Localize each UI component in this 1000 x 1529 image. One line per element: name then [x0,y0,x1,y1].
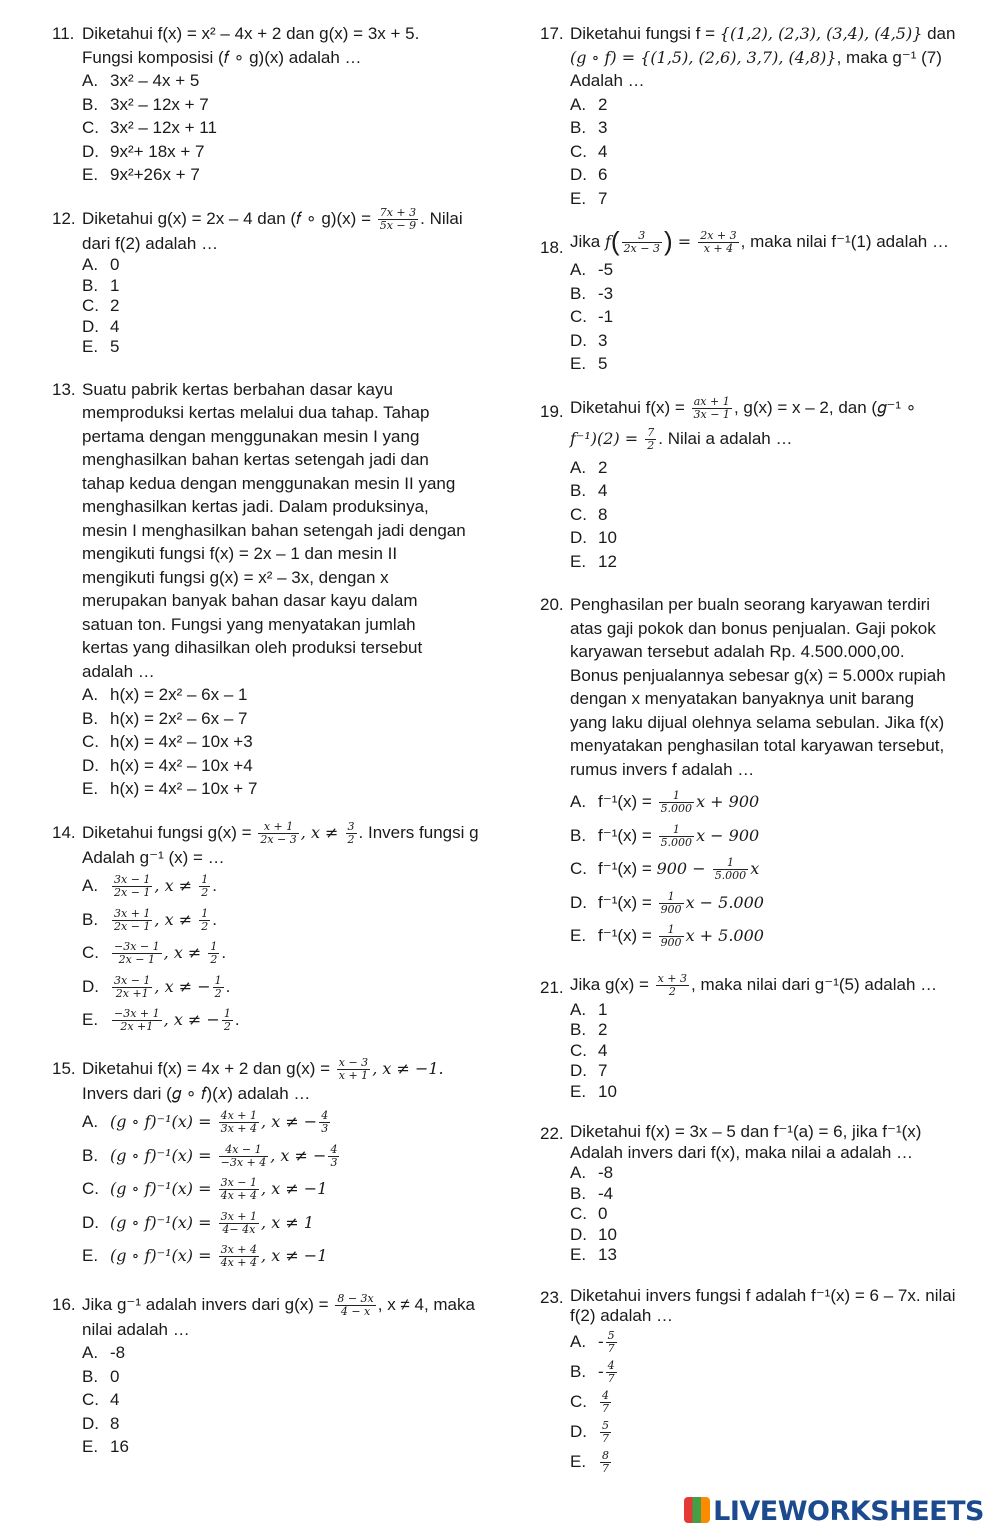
question-13 [52,378,494,801]
option-a[interactable]: A. 2 [570,94,608,114]
option-a[interactable]: A. (𝑔 ∘ 𝑓)⁻¹(𝑥) = $\frac{\text{4𝑥 + 1}}{\text{3𝑥 + 4}}$ , 𝑥 ≠ − $\frac{4}{3}$ [82,1109,329,1136]
options-list [570,93,980,211]
question-number: 12. [52,208,76,228]
options-list [82,683,494,801]
question-12 [52,207,494,358]
option-a[interactable]: A. -5 [570,260,614,280]
question-stem-line: mesin I menghasilkan bahan setengah jadi dengan [82,520,466,540]
fraction: $\frac{\text{𝑥 − 3}}{\text{𝑥 + 1}}$ [338,1055,369,1082]
option-d[interactable]: D. 10 [570,528,617,548]
option-e[interactable]: E. $\frac{\text{−3𝑥 + 1}}{\text{2𝑥 +1}}$ , 𝑥 ≠ − $\frac{1}{2}$ . [82,1007,240,1034]
question-stem: Invers dari (𝑔 ∘ 𝑓)(𝑥) adalah … [82,1083,311,1103]
question-stem: dari f(2) adalah … [82,233,219,253]
question-19 [540,396,980,574]
question-number: 11. [52,24,75,43]
option-b[interactable]: B. f⁻¹(x) = $\frac{1}{5.000}$ 𝑥 − 900 [570,822,760,849]
question-number: 21. [540,977,564,997]
question-stem-line: mengikuti fungsi f(x) = 2x – 1 dan mesin II [82,544,398,564]
option-a[interactable]: A. 2 [570,457,608,477]
option-e[interactable]: E. (𝑔 ∘ 𝑓)⁻¹(𝑥) = $\frac{\text{3𝑥 + 4}}{\text{4𝑥 + 4}}$ , 𝑥 ≠ −1 [82,1243,328,1270]
fraction: $\frac{\text{8 − 3𝑥}}{\text{4 − 𝑥}}$ [337,1291,374,1318]
option-c[interactable]: C. 3x² – 12x + 11 [82,118,217,137]
option-e[interactable]: E. f⁻¹(x) = $\frac{1}{900}$ 𝑥 + 5.000 [570,923,764,950]
options-list [570,258,980,376]
left-column [52,22,494,1479]
option-a[interactable]: A. - $\frac{5}{7}$ [570,1328,615,1355]
option-a[interactable]: A. $\frac{\text{3𝑥 − 1}}{\text{2𝑥 − 1}}$ , 𝑥 ≠ $\frac{1}{2}$ . [82,873,217,900]
fraction: $\frac{\text{𝑥 + 1}}{\text{2𝑥 − 3}}$ [260,819,297,846]
question-stem: Diketahui fungsi g(x) = $\frac{\text{𝑥 + 1}}{\text{2𝑥 − 3}}$ , 𝑥 ≠ $\frac{3}{2}$ . Invers fungsi g [82,819,479,846]
option-e[interactable]: E. 16 [82,1437,129,1457]
option-d[interactable]: D. 8 [82,1413,120,1433]
question-number: 17. [540,24,564,43]
option-a[interactable]: A. -8 [570,1163,614,1183]
question-number: 23. [540,1287,564,1307]
option-a[interactable]: A. h(x) = 2x² – 6x – 1 [82,685,248,705]
question-stem: Diketahui f(x) = x² – 4x + 2 dan g(x) = 3x + 5. [82,24,420,43]
question-stem: Adalah invers dari f(x), maka nilai a adalah … [570,1142,913,1162]
question-stem-line: merupakan banyak bahan dasar kayu dalam [82,591,418,611]
question-stem-line: kertas yang dihasilkan oleh produksi tersebut [82,638,423,658]
option-d[interactable]: D. f⁻¹(x) = $\frac{1}{900}$ 𝑥 − 5.000 [570,889,764,916]
question-stem-line: pertama dengan menggunakan mesin I yang [82,426,420,446]
question-number: 20. [540,595,564,615]
question-number: 15. [52,1058,76,1078]
option-b[interactable]: B. $\frac{\text{3𝑥 + 1}}{\text{2𝑥 − 1}}$ , 𝑥 ≠ $\frac{1}{2}$ . [82,906,217,933]
question-stem-line: satuan ton. Fungsi yang menyatakan jumlah [82,614,416,634]
option-b[interactable]: B. 4 [570,481,608,501]
question-stem-line: atas gaji pokok dan bonus penjualan. Gaji pokok [570,618,936,638]
liveworksheets-logo: LIVEWORKSHEETS [684,1497,984,1524]
question-20 [540,593,980,953]
option-c[interactable]: C. f⁻¹(x) = 900 − $\frac{1}{5.000}$ 𝑥 [570,856,760,883]
option-c[interactable]: C. 4 [570,1040,608,1060]
option-b[interactable]: B. 2 [570,1020,608,1040]
option-c[interactable]: C. $\frac{4}{7}$ [570,1388,609,1415]
options-list [82,869,494,1037]
option-d[interactable]: D. $\frac{\text{3𝑥 − 1}}{\text{2𝑥 +1}}$ , 𝑥 ≠ − $\frac{1}{2}$ . [82,973,231,1000]
option-d[interactable]: D. 3 [570,330,608,350]
question-stem-line: Suatu pabrik kertas berbahan dasar kayu [82,379,393,399]
question-stem-line: menghasilkan kertas jadi. Dalam produksinya, [82,497,429,517]
option-c[interactable]: C. $\frac{\text{−3𝑥 − 1}}{\text{2𝑥 − 1}}$ , 𝑥 ≠ $\frac{1}{2}$ . [82,940,227,967]
question-stem: Diketahui invers fungsi f adalah f⁻¹(x) = 6 – 7x. nilai [570,1285,956,1305]
question-stem: Diketahui f(x) = $\frac{\text{𝑎𝑥 + 1}}{\text{3𝑥 − 1}}$ , g(x) = x – 2, dan (𝑔⁻¹ ∘ [570,394,917,421]
question-stem: Adalah … [570,71,645,90]
options-list [82,255,494,358]
option-d[interactable]: D. 10 [570,1224,617,1244]
options-list [570,1000,980,1103]
question-21 [540,973,980,1103]
option-e[interactable]: E. 9x²+26x + 7 [82,165,200,184]
option-b[interactable]: B. - $\frac{4}{7}$ [570,1358,615,1385]
option-d[interactable]: D. 4 [82,316,120,336]
option-a[interactable]: A. 3x² – 4x + 5 [82,71,200,90]
question-stem: Jika 𝑓( $\frac{3}{\text{2𝑥 − 3}}$ ) = $\frac{\text{2𝑥 + 3}}{\text{𝑥 + 4}}$ , maka nilai f⁻¹(1) adalah … [570,226,949,256]
option-a[interactable]: A. f⁻¹(x) = $\frac{1}{5.000}$ 𝑥 + 900 [570,789,760,816]
question-stem-line: karyawan tersebut adalah Rp. 4.500.000,00. [570,642,905,662]
options-list [570,1163,980,1266]
option-c[interactable]: C. 4 [570,141,608,161]
option-e[interactable]: E. $\frac{8}{7}$ [570,1448,609,1475]
question-number: 19. [540,401,564,421]
option-d[interactable]: D. 6 [570,165,608,184]
option-b[interactable]: B. 0 [82,1366,120,1386]
fraction: $\frac{3}{2}$ [347,819,355,846]
question-stem: nilai adalah … [82,1319,190,1339]
question-stem-line: tahap kedua dengan menggunakan mesin II yang [82,473,456,493]
question-18 [540,226,980,376]
question-stem: Adalah g⁻¹ (x) = … [82,847,225,867]
option-e[interactable]: E. 7 [570,188,608,208]
option-e[interactable]: E. 10 [570,1081,617,1101]
question-14 [52,821,494,1037]
question-number: 18. [540,238,564,257]
option-b[interactable]: B. 3x² – 12x + 7 [82,94,209,114]
options-list [570,1327,980,1477]
question-stem: f(2) adalah … [570,1306,673,1326]
option-d[interactable]: D. (𝑔 ∘ 𝑓)⁻¹(𝑥) = $\frac{\text{3𝑥 + 1}}{\text{4− 4𝑥}}$ , 𝑥 ≠ 1 [82,1209,314,1236]
question-number: 13. [52,379,76,399]
question-stem: Diketahui fungsi f = {(1,2), (2,3), (3,4), (4,5)} dan [570,24,956,43]
option-c[interactable]: C. 4 [82,1390,120,1410]
option-b[interactable]: B. 1 [82,275,120,295]
question-stem-line: Penghasilan per bualn seorang karyawan terdiri [570,595,931,615]
option-c[interactable]: C. -1 [570,307,614,327]
option-c[interactable]: C. 2 [82,296,120,316]
question-stem-line: menyatakan penghasilan total karyawan tersebut, [570,736,945,756]
fraction: $\frac{\text{7𝑥 + 3}}{\text{5𝑥 − 9}}$ [379,205,417,232]
question-stem-line: memproduksi kertas melalui dua tahap. Tahap [82,403,430,423]
question-stem-line: rumus invers f adalah … [570,759,755,779]
question-stem-line: mengikuti fungsi g(x) = x² – 3x, dengan x [82,567,389,587]
question-22 [540,1122,980,1266]
question-number: 14. [52,822,76,842]
option-e[interactable]: E. 12 [570,551,617,571]
option-a[interactable]: A. -8 [82,1343,126,1363]
options-list [570,456,980,574]
option-b[interactable]: B. 3 [570,118,608,137]
question-stem: (𝑔 ∘ 𝑓) = {(1,5), (2,6), 3,7), (4,8)}, maka g⁻¹ (7) [570,47,942,67]
option-a[interactable]: A. 1 [570,999,608,1019]
option-d[interactable]: D. $\frac{5}{7}$ [570,1418,609,1445]
option-b[interactable]: B. h(x) = 2x² – 6x – 7 [82,708,248,728]
option-e[interactable]: E. h(x) = 4x² – 10x + 7 [82,779,258,799]
logo-mark-icon [684,1497,710,1523]
question-17 [540,22,980,210]
option-c[interactable]: C. 0 [570,1204,608,1224]
question-stem-line: menghasilkan bahan kertas setengah jadi dan [82,450,429,470]
question-stem-line: adalah … [82,661,155,681]
option-b[interactable]: B. (𝑔 ∘ 𝑓)⁻¹(𝑥) = $\frac{\text{4𝑥 − 1}}{\text{−3𝑥 + 4}}$ , 𝑥 ≠ − $\frac{4}{3}$ [82,1142,338,1169]
option-b[interactable]: B. -3 [570,283,614,303]
question-stem: Jika g⁻¹ adalah invers dari g(x) = $\frac{\text{8 − 3𝑥}}{\text{4 − 𝑥}}$ , x ≠ 4, maka [82,1291,475,1318]
question-stem: 𝑓⁻¹)(2) = $\frac{7}{2}$ . Nilai a adalah … [570,425,793,452]
question-23 [540,1286,980,1477]
question-stem-line: yang laku dijual olehnya selama sebulan. Jika f(x) [570,712,945,732]
question-number: 16. [52,1294,76,1314]
question-stem-line: Bonus penjualannya sebesar g(x) = 5.000x rupiah [570,665,946,685]
options-list [570,785,980,953]
right-column [540,22,980,1497]
option-e[interactable]: E. 5 [82,337,120,357]
options-list [82,1341,494,1459]
question-stem: Diketahui f(x) = 4x + 2 dan g(x) = $\frac{\text{𝑥 − 3}}{\text{𝑥 + 1}}$ , 𝑥 ≠ −1. [82,1055,444,1082]
question-stem: Diketahui f(x) = 3x – 5 dan f⁻¹(a) = 6, jika f⁻¹(x) [570,1122,922,1142]
option-d[interactable]: D. h(x) = 4x² – 10x +4 [82,755,253,775]
option-d[interactable]: D. 9x²+ 18x + 7 [82,141,205,161]
question-stem: Jika g(x) = $\frac{\text{𝑥 + 3}}{2}$ , maka nilai dari g⁻¹(5) adalah … [570,971,938,998]
question-15 [52,1057,494,1273]
option-d[interactable]: D. 7 [570,1061,608,1081]
option-c[interactable]: C. h(x) = 4x² – 10x +3 [82,732,253,752]
question-16 [52,1293,494,1459]
option-e[interactable]: E. 5 [570,354,608,374]
question-stem-line: dengan x menyatakan banyaknya unit barang [570,689,915,709]
option-b[interactable]: B. -4 [570,1183,614,1203]
option-c[interactable]: C. (𝑔 ∘ 𝑓)⁻¹(𝑥) = $\frac{\text{3𝑥 − 1}}{\text{4𝑥 + 4}}$ , 𝑥 ≠ −1 [82,1176,328,1203]
options-list [82,1105,494,1273]
question-stem: Fungsi komposisi (𝑓 ∘ g)(x) adalah … [82,47,362,67]
option-c[interactable]: C. 8 [570,504,608,524]
question-number: 22. [540,1124,564,1144]
option-a[interactable]: A. 0 [82,255,120,275]
question-11 [52,22,494,187]
question-stem: Diketahui g(x) = 2x – 4 dan (𝑓 ∘ g)(x) = $\frac{\text{7𝑥 + 3}}{\text{5𝑥 − 9}}$ . Nilai [82,205,463,232]
options-list [82,69,494,187]
option-e[interactable]: E. 13 [570,1245,617,1265]
